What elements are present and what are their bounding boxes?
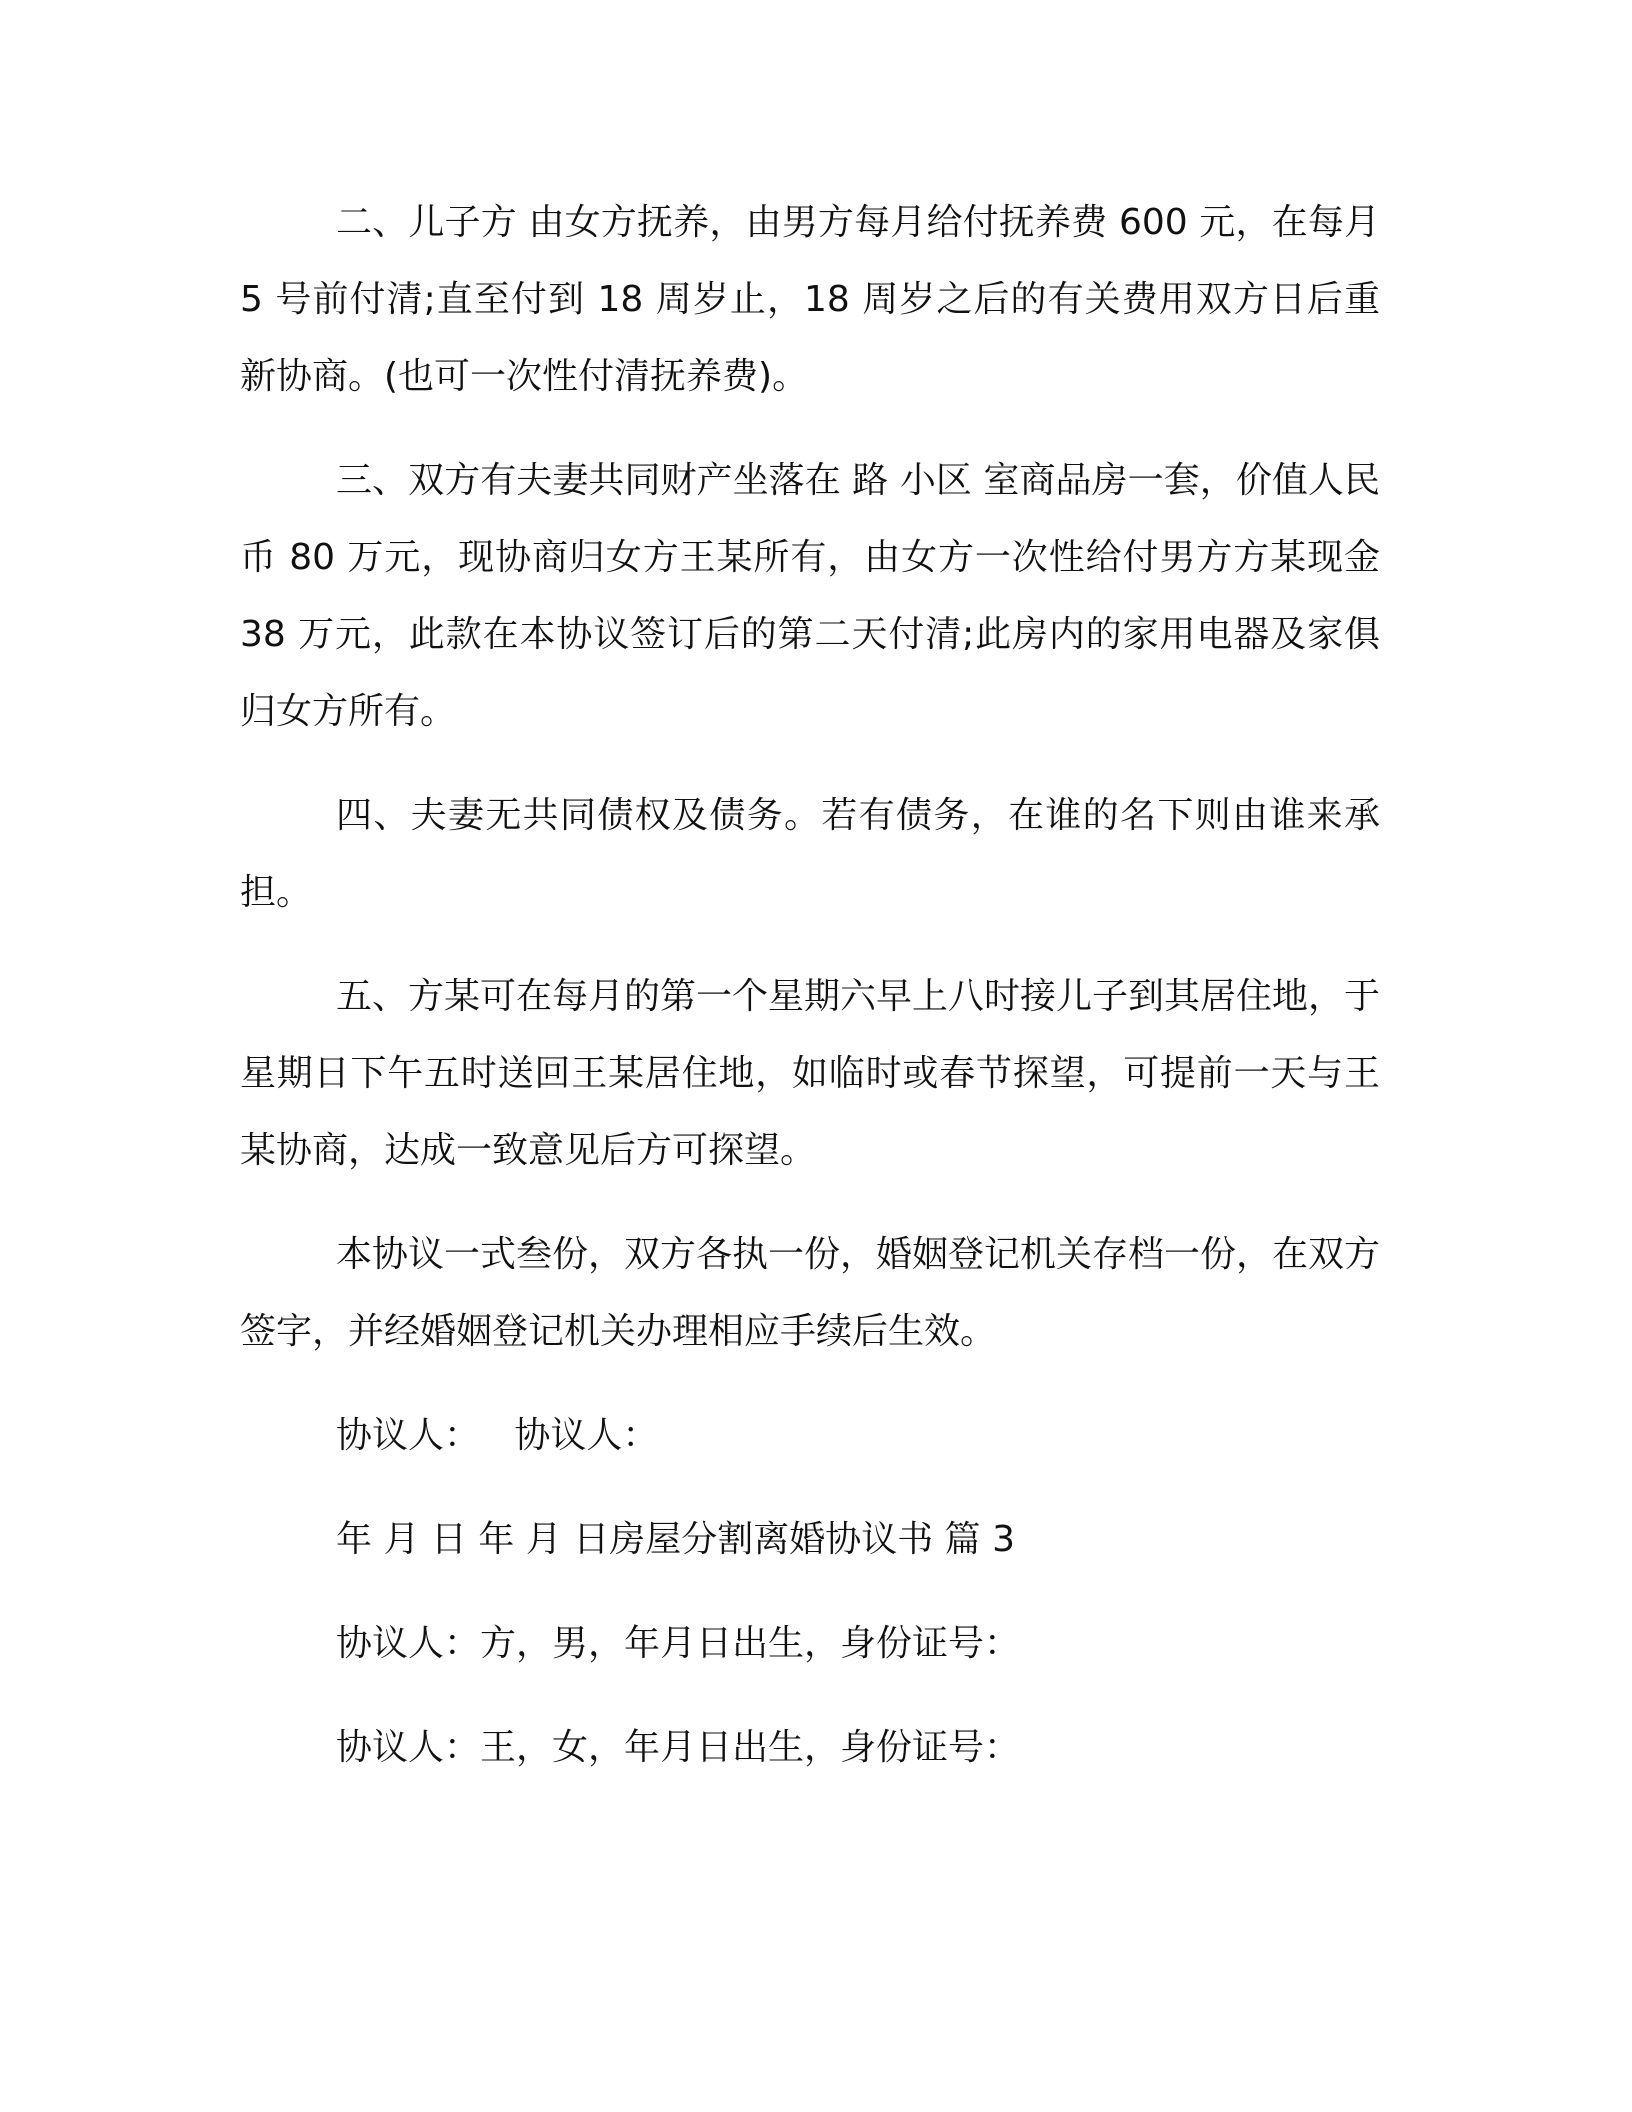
date-and-section-heading: 年 月 日 年 月 日房屋分割离婚协议书 篇 3	[336, 1519, 1016, 1560]
paragraph-child-support: 二、儿子方 由女方抚养，由男方每月给付抚养费 600 元，在每月 5 号前付清;直至付到 18 周岁止，18 周岁之后的有关费用双方日后重新协商。(也可一次性付清抚养费)。	[240, 202, 1380, 397]
party-line-male: 协议人：方，男，年月日出生，身份证号：	[336, 1623, 1021, 1664]
signature-line: 协议人： 协议人：	[336, 1415, 659, 1456]
party-line-female: 协议人：王，女，年月日出生，身份证号：	[336, 1727, 1021, 1768]
paragraph-debts: 四、夫妻无共同债权及债务。若有债务，在谁的名下则由谁来承担。	[240, 795, 1380, 913]
paragraph-property-division: 三、双方有夫妻共同财产坐落在 路 小区 室商品房一套，价值人民币 80 万元，现协商归女方王某所有，由女方一次性给付男方方某现金 38 万元，此款在本协议签订后的第二天付清;此房内的家用电器及家俱归女方所有。	[240, 460, 1380, 732]
paragraph-effectiveness: 本协议一式叁份，双方各执一份，婚姻登记机关存档一份，在双方签字，并经婚姻登记机关办理相应手续后生效。	[240, 1234, 1381, 1352]
paragraph-visitation: 五、方某可在每月的第一个星期六早上八时接儿子到其居住地，于星期日下午五时送回王某居住地，如临时或春节探望，可提前一天与王某协商，达成一致意见后方可探望。	[240, 976, 1381, 1171]
document-body	[240, 184, 1380, 1813]
